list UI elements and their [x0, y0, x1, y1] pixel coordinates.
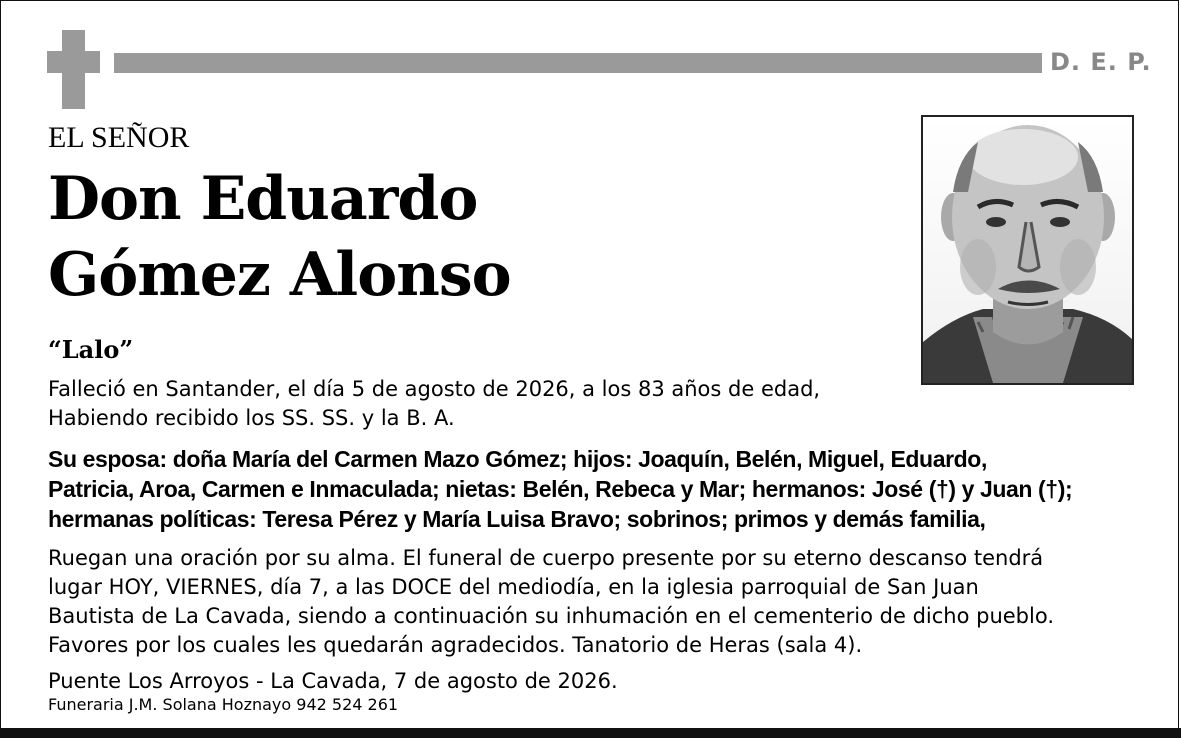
place-date: Puente Los Arroyos - La Cavada, 7 de agosto de 2026. — [48, 669, 618, 693]
funeral-line-3: Bautista de La Cavada, siendo a continuación su inhumación en el cementerio de dicho pueblo. — [48, 604, 1055, 628]
family-line-3: hermanas políticas: Teresa Pérez y María Luisa Bravo; sobrinos; primos y demás familia, — [48, 506, 986, 532]
death-announcement — [48, 375, 820, 433]
family-line-2: Patricia, Aroa, Carmen e Inmaculada; nietas: Belén, Rebeca y Mar; hermanos: José (†) y Juan (†); — [48, 476, 1073, 502]
dep-label: D. E. P. — [1050, 48, 1152, 76]
deceased-name — [48, 161, 511, 313]
deceased-name-line1: Don Eduardo — [48, 164, 478, 234]
death-line-2: Habiendo recibido los SS. SS. y la B. A. — [48, 406, 455, 430]
family-line-1: Su esposa: doña María del Carmen Mazo Gómez; hijos: Joaquín, Belén, Miguel, Eduardo, — [48, 446, 987, 472]
funeral-details — [48, 544, 1054, 660]
deceased-name-line2: Gómez Alonso — [48, 240, 511, 310]
header-divider-bar — [114, 53, 1042, 73]
nickname: “Lalo” — [48, 335, 134, 364]
family-list — [48, 444, 1072, 534]
funeral-line-2: lugar HOY, VIERNES, día 7, a las DOCE del mediodía, en la iglesia parroquial de San Juan — [48, 575, 979, 599]
portrait-photo — [921, 115, 1134, 385]
funeral-line-1: Ruegan una oración por su alma. El funeral de cuerpo presente por su eterno descanso tendrá — [48, 546, 1044, 570]
death-line-1: Falleció en Santander, el día 5 de agosto de 2026, a los 83 años de edad, — [48, 377, 821, 401]
title-prefix: EL SEÑOR — [48, 121, 190, 154]
cross-icon — [47, 30, 100, 109]
funeral-home: Funeraria J.M. Solana Hoznayo 942 524 261 — [48, 695, 399, 714]
bottom-rule — [0, 728, 1181, 738]
portrait-illustration — [923, 117, 1132, 383]
funeral-line-4: Favores por los cuales les quedarán agradecidos. Tanatorio de Heras (sala 4). — [48, 633, 863, 657]
